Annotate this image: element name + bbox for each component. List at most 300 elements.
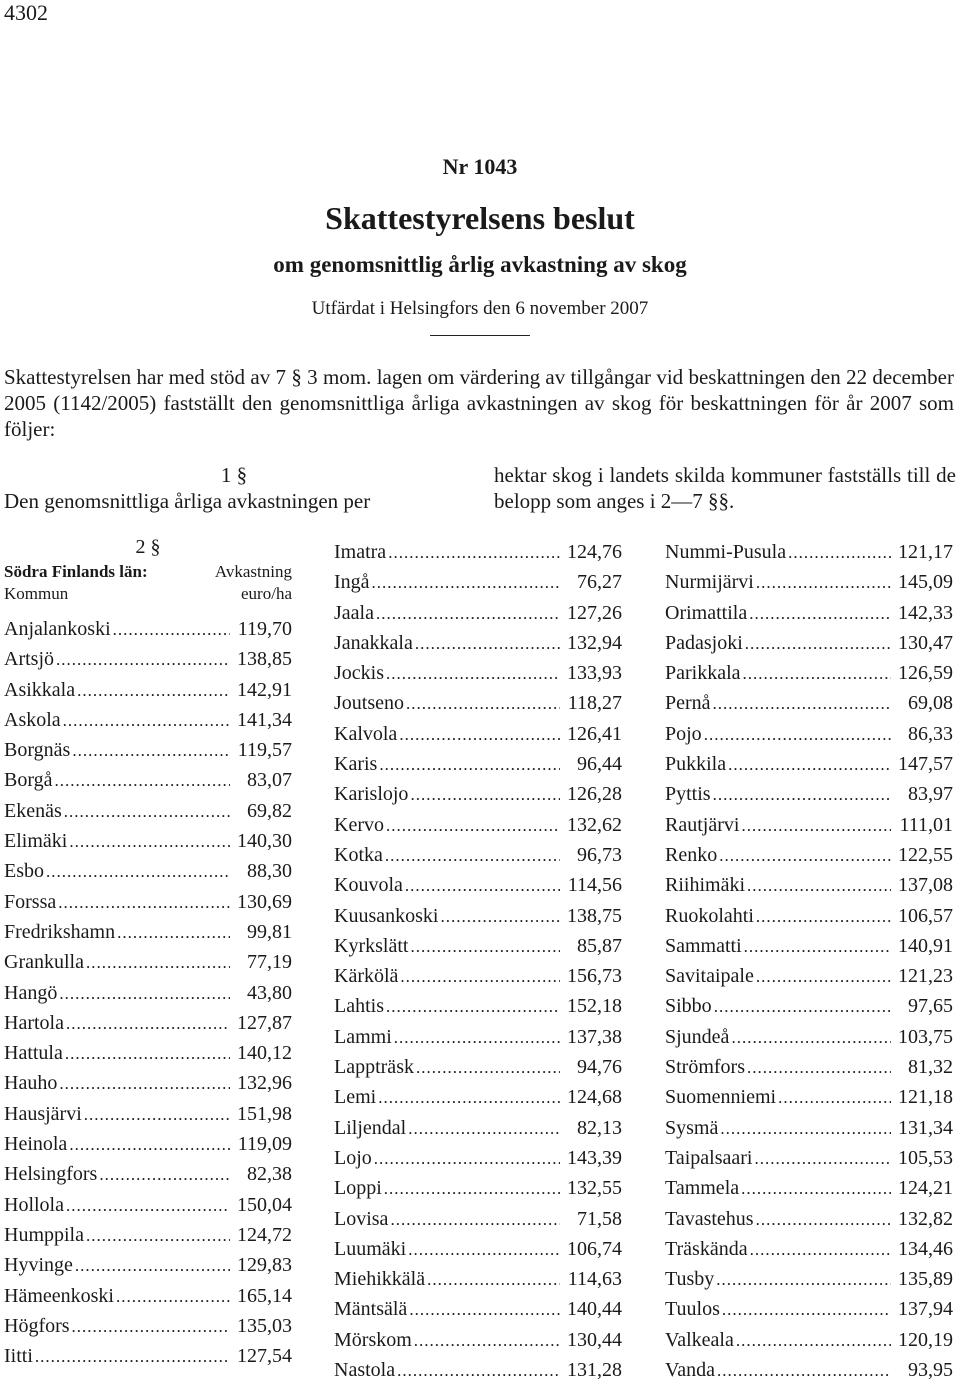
- municipality-name: Forssa: [4, 890, 57, 913]
- municipality-name: Lemi: [334, 1086, 377, 1109]
- table-row: [4, 796, 292, 826]
- table-row: [4, 1281, 292, 1311]
- municipality-name: Tuulos: [665, 1298, 720, 1321]
- dot-leader: [386, 538, 560, 567]
- yield-value: 103,75: [898, 1025, 953, 1048]
- municipality-name: Kervo: [334, 813, 384, 836]
- dot-leader: [382, 1174, 560, 1203]
- yield-value: 135,89: [898, 1268, 953, 1291]
- section-1-heading: 1 §: [220, 463, 248, 487]
- dot-leader: [397, 720, 560, 749]
- municipality-name: Ingå: [334, 571, 370, 594]
- municipality-name: Vanda: [665, 1359, 715, 1382]
- municipality-name: Humppila: [4, 1223, 84, 1246]
- municipality-name: Sammatti: [665, 934, 742, 957]
- yield-value: 114,63: [567, 1268, 622, 1291]
- dot-leader: [711, 780, 891, 809]
- dot-leader: [374, 599, 560, 628]
- yield-value: 126,28: [567, 783, 622, 806]
- dot-leader: [438, 902, 560, 931]
- table-row: [334, 658, 622, 688]
- yield-value: 83,07: [247, 769, 292, 792]
- table-row: [334, 719, 622, 749]
- municipality-name: Renko: [665, 843, 718, 866]
- dot-leader: [62, 797, 230, 826]
- municipality-name: Kouvola: [334, 874, 403, 897]
- dot-leader: [44, 857, 230, 886]
- municipality-name: Tavastehus: [665, 1207, 754, 1230]
- dot-leader: [739, 811, 891, 840]
- yield-value: 143,39: [567, 1146, 622, 1169]
- dot-leader: [408, 932, 560, 961]
- dot-leader: [111, 615, 230, 644]
- table-row: [665, 1022, 953, 1052]
- table-row: [4, 1220, 292, 1250]
- municipality-name: Karis: [334, 753, 378, 776]
- table-row: [665, 598, 953, 628]
- column-header-unit: euro/ha: [241, 584, 292, 603]
- dot-leader: [377, 750, 560, 779]
- yield-value: 127,26: [567, 601, 622, 624]
- dot-leader: [392, 1023, 560, 1052]
- table-row: [4, 735, 292, 765]
- yield-value: 132,96: [237, 1072, 292, 1095]
- yield-value: 85,87: [577, 934, 622, 957]
- yield-value: 121,17: [898, 541, 953, 563]
- dot-leader: [413, 629, 560, 658]
- municipality-name: Pojo: [665, 722, 702, 745]
- table-row: [334, 1234, 622, 1264]
- yield-value: 142,91: [237, 678, 292, 701]
- yield-value: 140,44: [567, 1298, 622, 1321]
- municipality-name: Hangö: [4, 981, 58, 1004]
- dot-leader: [747, 599, 891, 628]
- yield-value: 124,72: [237, 1223, 292, 1246]
- yield-value: 119,70: [237, 618, 292, 640]
- municipality-name: Loppi: [334, 1177, 382, 1200]
- yield-value: 126,59: [898, 662, 953, 685]
- yield-value: 124,76: [567, 541, 622, 563]
- yield-value: 137,08: [898, 874, 953, 897]
- dot-leader: [743, 629, 891, 658]
- municipality-name: Kärkölä: [334, 965, 399, 988]
- municipality-name: Grankulla: [4, 951, 84, 974]
- yield-value: 76,27: [577, 571, 622, 594]
- municipality-name: Nurmijärvi: [665, 571, 754, 594]
- municipality-name: Askola: [4, 708, 61, 731]
- table-row: [665, 719, 953, 749]
- dot-leader: [754, 568, 891, 597]
- municipality-name: Luumäki: [334, 1237, 407, 1260]
- municipality-name: Borgå: [4, 769, 53, 792]
- table-row: [665, 961, 953, 991]
- dot-leader: [70, 1312, 230, 1341]
- municipality-name: Karislojo: [334, 783, 409, 806]
- yield-value: 124,21: [898, 1177, 953, 1200]
- yield-value: 121,23: [898, 965, 953, 988]
- yield-value: 97,65: [908, 995, 953, 1018]
- municipality-name: Hausjärvi: [4, 1102, 82, 1125]
- yield-value: 114,56: [567, 874, 622, 897]
- table-row: [665, 1052, 953, 1082]
- table-row: [334, 991, 622, 1021]
- table-row: [334, 537, 622, 567]
- municipality-name: Kyrkslätt: [334, 934, 409, 957]
- table-row: [4, 1250, 292, 1280]
- section-1-text-right: hektar skog i landets skilda kommuner fastställs till de belopp som anges i 2—7 §§.: [494, 463, 956, 513]
- yield-value: 119,57: [237, 739, 292, 762]
- yield-value: 106,57: [898, 904, 953, 927]
- table-row: [4, 1008, 292, 1038]
- municipality-name: Anjalankoski: [4, 618, 111, 640]
- table-row: [665, 749, 953, 779]
- municipality-column-3: [665, 537, 953, 1385]
- municipality-name: Mäntsälä: [334, 1298, 408, 1321]
- table-row: [665, 567, 953, 597]
- issued-date: Utfärdat i Helsingfors den 6 november 2007: [311, 298, 649, 319]
- dot-leader: [748, 1235, 891, 1264]
- table-row: [4, 765, 292, 795]
- dot-leader: [67, 827, 230, 856]
- table-row: [665, 810, 953, 840]
- table-row: [665, 1294, 953, 1324]
- table-row: [665, 991, 953, 1021]
- dot-leader: [82, 1100, 230, 1129]
- yield-value: 81,32: [908, 1056, 953, 1079]
- table-row: [4, 1129, 292, 1159]
- dot-leader: [739, 1174, 891, 1203]
- municipality-name: Jaala: [334, 601, 374, 624]
- table-row: [665, 1082, 953, 1112]
- yield-value: 106,74: [567, 1237, 622, 1260]
- municipality-name: Borgnäs: [4, 739, 71, 762]
- table-row: [4, 826, 292, 856]
- yield-value: 142,33: [898, 601, 953, 624]
- table-row: [665, 779, 953, 809]
- municipality-name: Pernå: [665, 692, 711, 715]
- table-row: [334, 870, 622, 900]
- dot-leader: [370, 568, 560, 597]
- table-row: [334, 1022, 622, 1052]
- page-number: 4302: [4, 0, 48, 25]
- yield-value: 121,18: [898, 1086, 953, 1109]
- municipality-name: Lammi: [334, 1025, 392, 1048]
- dot-leader: [67, 1130, 230, 1159]
- municipality-name: Högfors: [4, 1314, 70, 1337]
- dot-leader: [64, 1009, 230, 1038]
- dot-leader: [53, 766, 230, 795]
- dot-leader: [64, 1191, 230, 1220]
- table-row: [334, 779, 622, 809]
- dot-leader: [383, 841, 560, 870]
- column-header-yield: Avkastning: [214, 562, 292, 581]
- dot-leader: [57, 1069, 230, 1098]
- municipality-name: Heinola: [4, 1133, 68, 1156]
- municipality-name: Strömfors: [665, 1056, 745, 1079]
- yield-value: 140,91: [898, 934, 953, 957]
- table-row: [334, 688, 622, 718]
- column-header-municipality: Kommun: [4, 584, 69, 603]
- yield-value: 96,44: [577, 753, 622, 776]
- municipality-name: Tusby: [665, 1268, 715, 1291]
- municipality-name: Liljendal: [334, 1116, 407, 1139]
- yield-value: 99,81: [247, 920, 292, 943]
- yield-value: 111,01: [899, 813, 953, 836]
- municipality-name: Hyvinge: [4, 1254, 73, 1277]
- table-row: [665, 658, 953, 688]
- dot-leader: [407, 1295, 560, 1324]
- dot-leader: [754, 902, 891, 931]
- table-row: [665, 537, 953, 567]
- table-row: [334, 1113, 622, 1143]
- table-row: [334, 1052, 622, 1082]
- dot-leader: [115, 918, 230, 947]
- table-row: [665, 1173, 953, 1203]
- yield-value: 71,58: [577, 1207, 622, 1230]
- divider-rule: [430, 335, 530, 336]
- dot-leader: [720, 1295, 891, 1324]
- dot-leader: [711, 689, 891, 718]
- municipality-name: Pukkila: [665, 753, 727, 776]
- municipality-name: Nastola: [334, 1359, 396, 1382]
- dot-leader: [712, 992, 891, 1021]
- dot-leader: [786, 538, 891, 567]
- table-row: [334, 1173, 622, 1203]
- table-row: [4, 705, 292, 735]
- yield-value: 138,85: [237, 648, 292, 671]
- dot-leader: [403, 871, 560, 900]
- dot-leader: [754, 1205, 891, 1234]
- dot-leader: [384, 659, 560, 688]
- table-row: [334, 1143, 622, 1173]
- municipality-name: Esbo: [4, 860, 44, 883]
- yield-value: 119,09: [237, 1133, 292, 1156]
- municipality-name: Hauho: [4, 1072, 58, 1095]
- municipality-name: Ruokolahti: [665, 904, 754, 927]
- table-row: [4, 1190, 292, 1220]
- table-row: [665, 688, 953, 718]
- section-1-text-left: Den genomsnittliga årliga avkastningen per: [4, 489, 371, 513]
- yield-value: 88,30: [247, 860, 292, 883]
- municipality-name: Artsjö: [4, 648, 54, 671]
- yield-value: 77,19: [247, 951, 292, 974]
- yield-value: 69,82: [247, 799, 292, 822]
- dot-leader: [745, 871, 891, 900]
- dot-leader: [84, 948, 230, 977]
- dot-leader: [714, 1265, 891, 1294]
- yield-value: 105,53: [898, 1146, 953, 1169]
- table-row: [665, 628, 953, 658]
- municipality-name: Janakkala: [334, 631, 413, 654]
- table-row: [4, 675, 292, 705]
- municipality-name: Ekenäs: [4, 799, 62, 822]
- municipality-name: Lappträsk: [334, 1056, 414, 1079]
- municipality-name: Savitaipale: [665, 965, 754, 988]
- section-2-heading: 2 §: [135, 536, 161, 558]
- yield-value: 151,98: [237, 1102, 292, 1125]
- yield-value: 133,93: [567, 662, 622, 685]
- municipality-name: Taipalsaari: [665, 1146, 753, 1169]
- municipality-name: Tammela: [665, 1177, 740, 1200]
- municipality-name: Imatra: [334, 541, 387, 563]
- table-row: [4, 917, 292, 947]
- intro-paragraph: Skattestyrelsen har med stöd av 7 § 3 mom. lagen om värdering av tillgångar vid beskattningen den 22 december 2005 (1142/2005) fastställt den genomsnittliga årliga avkastningen av skog för beskattningen för år 2007 som följer:: [4, 365, 954, 441]
- dot-leader: [408, 780, 560, 809]
- dot-leader: [384, 811, 560, 840]
- table-row: [334, 628, 622, 658]
- municipality-name: Kotka: [334, 843, 383, 866]
- table-row: [4, 856, 292, 886]
- yield-value: 124,68: [567, 1086, 622, 1109]
- dot-leader: [406, 1114, 560, 1143]
- dot-leader: [734, 1326, 891, 1355]
- table-row: [665, 1204, 953, 1234]
- dot-leader: [57, 979, 230, 1008]
- yield-value: 96,73: [577, 843, 622, 866]
- dot-leader: [702, 720, 891, 749]
- municipality-name: Nummi-Pusula: [665, 541, 787, 563]
- municipality-name: Kuusankoski: [334, 904, 439, 927]
- table-row: [4, 887, 292, 917]
- table-row: [334, 840, 622, 870]
- yield-value: 127,87: [237, 1011, 292, 1034]
- municipality-name: Kalvola: [334, 722, 398, 745]
- dot-leader: [384, 992, 560, 1021]
- yield-value: 131,28: [567, 1359, 622, 1382]
- municipality-name: Hollola: [4, 1193, 64, 1216]
- document-title: Skattestyrelsens beslut: [325, 200, 635, 236]
- table-row: [665, 1234, 953, 1264]
- dot-leader: [61, 706, 230, 735]
- table-row: [4, 947, 292, 977]
- dot-leader: [54, 645, 230, 674]
- municipality-name: Pyttis: [665, 783, 711, 806]
- dot-leader: [372, 1144, 560, 1173]
- dot-leader: [388, 1205, 560, 1234]
- municipality-name: Asikkala: [4, 678, 76, 701]
- table-row: [4, 644, 292, 674]
- table-row: [4, 1099, 292, 1129]
- municipality-name: Hattula: [4, 1042, 63, 1065]
- yield-value: 69,08: [908, 692, 953, 715]
- dot-leader: [425, 1265, 560, 1294]
- municipality-name: Fredrikshamn: [4, 920, 116, 943]
- yield-value: 141,34: [237, 708, 292, 731]
- yield-value: 43,80: [247, 981, 292, 1004]
- table-row: [334, 749, 622, 779]
- dot-leader: [754, 962, 891, 991]
- municipality-name: Valkeala: [665, 1328, 734, 1351]
- yield-value: 140,12: [237, 1042, 292, 1065]
- yield-value: 147,57: [898, 753, 953, 776]
- municipality-name: Joutseno: [334, 692, 404, 715]
- yield-value: 145,09: [898, 571, 953, 594]
- dot-leader: [84, 1221, 230, 1250]
- municipality-name: Rautjärvi: [665, 813, 740, 836]
- table-row: [334, 1204, 622, 1234]
- yield-value: 127,54: [237, 1345, 292, 1368]
- dot-leader: [741, 659, 891, 688]
- document-subtitle: om genomsnittlig årlig avkastning av skog: [273, 252, 687, 277]
- yield-value: 94,76: [577, 1056, 622, 1079]
- yield-value: 129,83: [237, 1254, 292, 1277]
- table-row: [665, 1264, 953, 1294]
- municipality-name: Lojo: [334, 1146, 372, 1169]
- municipality-name: Lovisa: [334, 1207, 389, 1230]
- table-row: [665, 1113, 953, 1143]
- yield-value: 122,55: [898, 843, 953, 866]
- yield-value: 156,73: [567, 965, 622, 988]
- dot-leader: [56, 888, 230, 917]
- table-row: [334, 1325, 622, 1355]
- municipality-column-2: [334, 537, 622, 1385]
- dot-leader: [752, 1144, 891, 1173]
- dot-leader: [717, 841, 891, 870]
- yield-value: 132,94: [567, 631, 622, 654]
- table-row: [334, 1294, 622, 1324]
- yield-value: 130,69: [237, 890, 292, 913]
- table-row: [665, 1325, 953, 1355]
- yield-value: 138,75: [567, 904, 622, 927]
- table-row: [4, 1068, 292, 1098]
- table-row: [334, 961, 622, 991]
- table-row: [4, 1341, 292, 1371]
- region-label: Södra Finlands län:: [4, 562, 148, 581]
- yield-value: 165,14: [237, 1284, 292, 1307]
- yield-value: 137,94: [898, 1298, 953, 1321]
- municipality-name: Träskända: [665, 1237, 748, 1260]
- table-row: [665, 840, 953, 870]
- yield-value: 131,34: [898, 1116, 953, 1139]
- table-row: [4, 1159, 292, 1189]
- yield-value: 132,55: [567, 1177, 622, 1200]
- table-row: [334, 810, 622, 840]
- municipality-name: Jockis: [334, 662, 384, 685]
- table-row: [334, 901, 622, 931]
- municipality-name: Parikkala: [665, 662, 741, 685]
- table-row: [334, 931, 622, 961]
- dot-leader: [398, 962, 560, 991]
- table-row: [334, 1082, 622, 1112]
- yield-value: 130,47: [898, 631, 953, 654]
- yield-value: 93,95: [908, 1359, 953, 1382]
- yield-value: 137,38: [567, 1025, 622, 1048]
- decision-number: Nr 1043: [442, 154, 518, 179]
- table-row: [665, 931, 953, 961]
- municipality-name: Sibbo: [665, 995, 712, 1018]
- dot-leader: [745, 1053, 891, 1082]
- table-row: [334, 598, 622, 628]
- yield-value: 126,41: [567, 722, 622, 745]
- yield-value: 150,04: [237, 1193, 292, 1216]
- yield-value: 130,44: [567, 1328, 622, 1351]
- dot-leader: [412, 1326, 560, 1355]
- table-row: [4, 1038, 292, 1068]
- dot-leader: [404, 689, 560, 718]
- municipality-name: Miehikkälä: [334, 1268, 426, 1291]
- dot-leader: [718, 1114, 891, 1143]
- municipality-name: Sysmä: [665, 1116, 719, 1139]
- dot-leader: [73, 1251, 230, 1280]
- table-row: [4, 978, 292, 1008]
- yield-value: 82,38: [247, 1163, 292, 1186]
- yield-value: 132,82: [898, 1207, 953, 1230]
- dot-leader: [376, 1083, 560, 1112]
- dot-leader: [75, 676, 230, 705]
- municipality-name: Hartola: [4, 1011, 64, 1034]
- dot-leader: [742, 932, 891, 961]
- municipality-name: Sjundeå: [665, 1025, 730, 1048]
